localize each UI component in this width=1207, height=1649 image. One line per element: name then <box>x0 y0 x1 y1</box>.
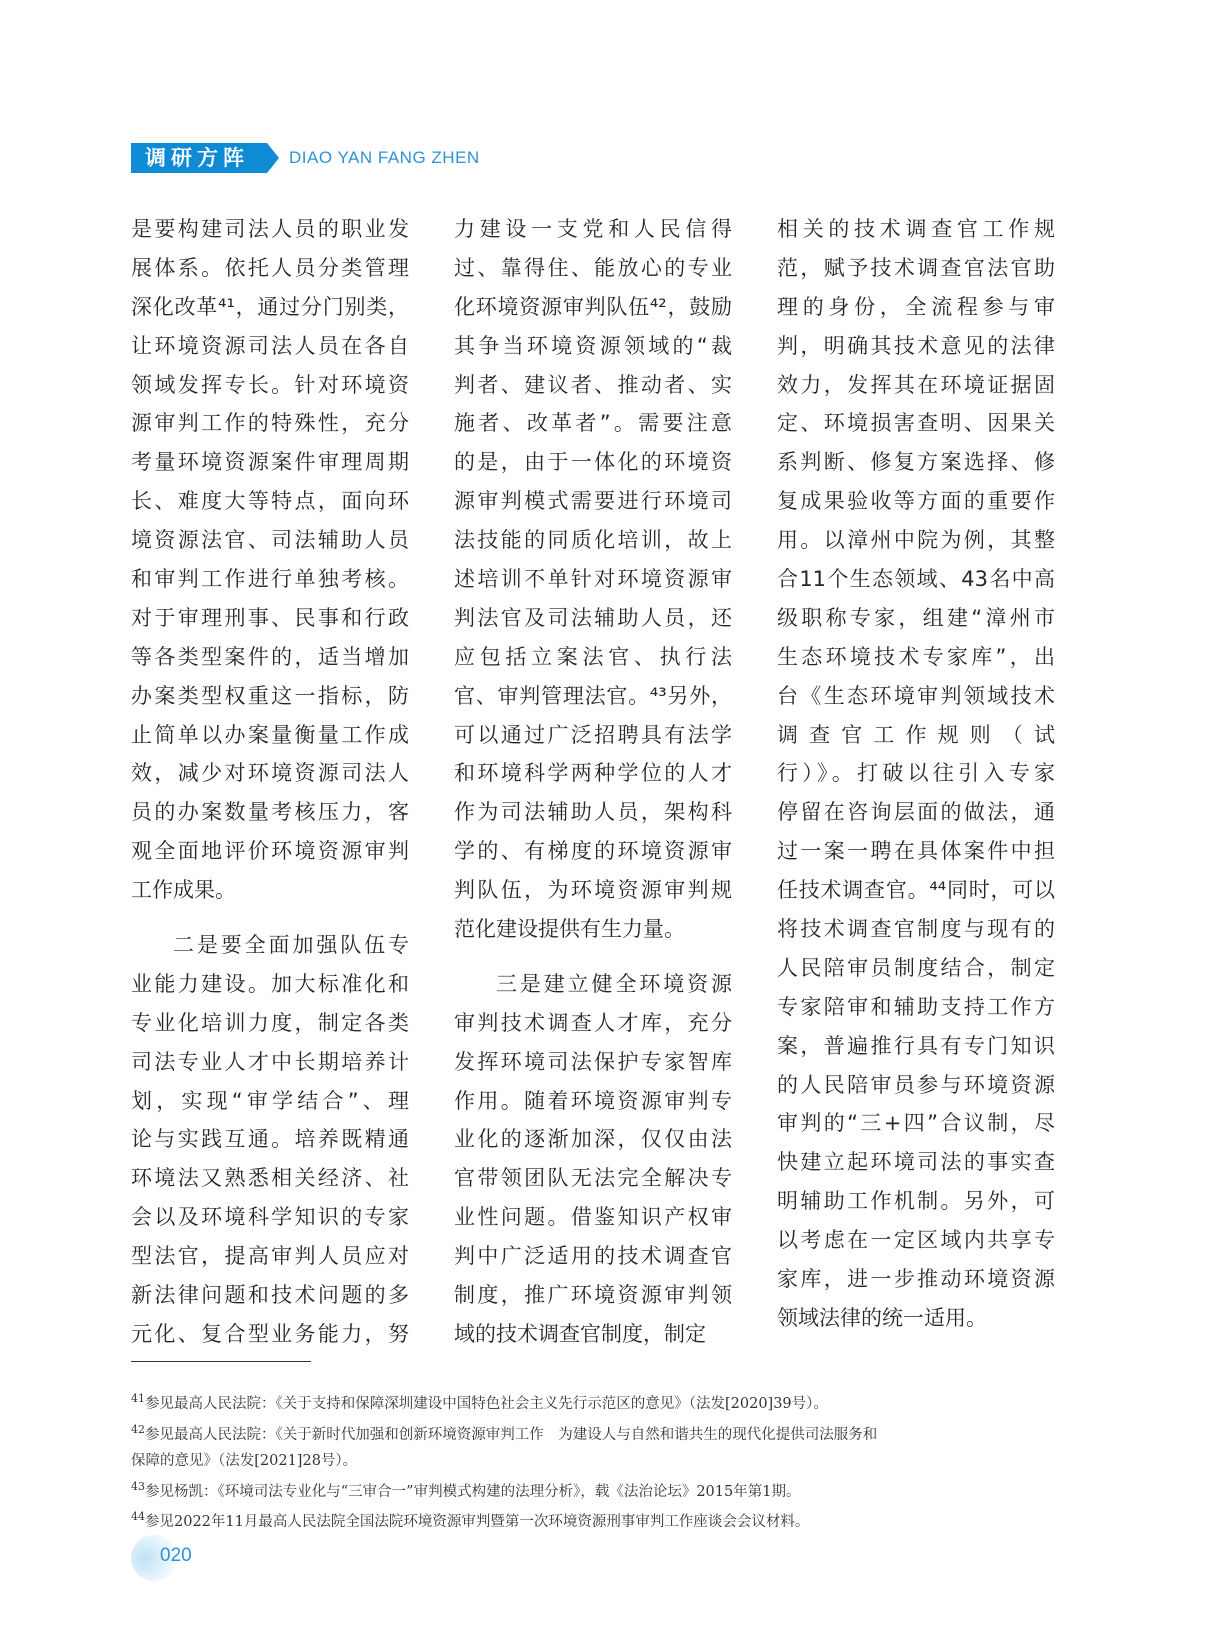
footnote-divider <box>131 1361 311 1362</box>
text-line: 境资源法官、司法辅助人员 <box>131 528 409 553</box>
text-line: 判者、建议者、推动者、实 <box>454 372 732 397</box>
text-line: 应包括立案法官、执行法 <box>454 644 732 669</box>
text-line: 行）》。打破以往引入专家 <box>777 761 1055 786</box>
text-line: 制度，推广环境资源审判领 <box>454 1283 732 1308</box>
text-line: 对于审理刑事、民事和行政 <box>131 605 409 630</box>
text-line: 工作成果。 <box>131 878 236 903</box>
text-line: 和审判工作进行单独考核。 <box>131 567 409 592</box>
footnote-42: $^{42}$参见最高人民法院：《关于新时代加强和创新环境资源审判工作 为建设人与自然和谐共生的现代化提供司法服务和 <box>131 1422 878 1443</box>
text-column-2 <box>454 210 732 1354</box>
text-line: 元化、复合型业务能力，努 <box>131 1321 409 1346</box>
text-line: 二是要全面加强队伍专 <box>173 933 409 958</box>
text-line: 判队伍，为环境资源审判规 <box>454 878 732 903</box>
text-line: 台《生态环境审判领域技术 <box>777 683 1055 708</box>
footnote-42-continued: 保障的意见》（法发[2021]28号）。 <box>131 1452 358 1469</box>
text-line: 判中广泛适用的技术调查官 <box>454 1244 732 1269</box>
text-line: 源审判模式需要进行环境司 <box>454 489 732 514</box>
text-line: 述培训不单针对环境资源审 <box>454 567 732 592</box>
text-line: 止简单以办案量衡量工作成 <box>131 722 409 747</box>
section-header <box>131 143 480 173</box>
text-line: 快建立起环境司法的事实查 <box>777 1150 1055 1175</box>
text-line: 其争当环境资源领域的“裁 <box>454 333 732 358</box>
text-line: 以考虑在一定区域内共享专 <box>777 1228 1055 1253</box>
text-line: 施者、改革者”。需要注意 <box>454 411 732 436</box>
page-number: 020 <box>160 1545 192 1566</box>
text-line: 展体系。依托人员分类管理 <box>131 255 409 280</box>
text-line: 人民陪审员制度结合，制定 <box>777 955 1055 980</box>
text-line: 法技能的同质化培训，故上 <box>454 528 732 553</box>
text-line: 作用。随着环境资源审判专 <box>454 1088 732 1113</box>
text-line: 领域发挥专长。针对环境资 <box>131 372 409 397</box>
text-line: 定、环境损害查明、因果关 <box>777 411 1055 436</box>
text-line: 源审判工作的特殊性，充分 <box>131 411 409 436</box>
text-line: 等各类型案件的，适当增加 <box>131 644 409 669</box>
text-line: 专业化培训力度，制定各类 <box>131 1010 409 1035</box>
text-line: 停留在咨询层面的做法，通 <box>777 800 1055 825</box>
footnote-41: $^{41}$参见最高人民法院：《关于支持和保障深圳建设中国特色社会主义先行示范区的意见》（法发[2020]39号）。 <box>131 1392 828 1412</box>
text-line: 级职称专家，组建“漳州市 <box>777 605 1055 630</box>
text-line: 将技术调查官制度与现有的 <box>777 917 1055 942</box>
text-line: 长、难度大等特点，面向环 <box>131 489 409 514</box>
text-line: 官、审判管理法官。⁴³另外， <box>454 683 732 708</box>
text-line: 域的技术调查官制度，制定 <box>454 1321 706 1346</box>
text-line: 审判技术调查人才库，充分 <box>454 1010 732 1035</box>
text-line: 划，实现“审学结合”、理 <box>131 1088 409 1113</box>
text-line: 发挥环境司法保护专家智库 <box>454 1049 732 1074</box>
text-line: 是要构建司法人员的职业发 <box>131 217 409 241</box>
text-line: 官带领团队无法完全解决专 <box>454 1166 732 1191</box>
footnotes <box>131 1386 1071 1535</box>
text-line: 过、靠得住、能放心的专业 <box>454 255 732 280</box>
text-line: 观全面地评价环境资源审判 <box>131 839 409 864</box>
text-line: 三是建立健全环境资源 <box>496 971 732 996</box>
footnote-43: $^{43}$参见杨凯：《环境司法专业化与“三审合一”审判模式构建的法理分析》，载《法治论坛》2015年第1期。 <box>131 1479 801 1500</box>
text-line: 深化改革⁴¹，通过分门别类， <box>131 294 409 319</box>
text-line: 审判的“三+四”合议制，尽 <box>777 1111 1055 1136</box>
text-line: 家库，进一步推动环境资源 <box>777 1267 1055 1292</box>
text-line: 调查官工作规则（试 <box>777 722 1055 747</box>
text-line: 效，减少对环境资源司法人 <box>131 761 409 786</box>
text-line: 型法官，提高审判人员应对 <box>131 1244 409 1269</box>
text-line: 作为司法辅助人员，架构科 <box>454 800 732 825</box>
text-line: 明辅助工作机制。另外，可 <box>777 1189 1055 1214</box>
text-line: 业性问题。借鉴知识产权审 <box>454 1205 732 1230</box>
text-line: 用。以漳州中院为例，其整 <box>777 528 1055 553</box>
text-line: 任技术调查官。⁴⁴同时，可以 <box>777 878 1055 903</box>
text-line: 过一案一聘在具体案件中担 <box>777 839 1055 864</box>
text-column-3 <box>777 210 1055 1338</box>
text-line: 系判断、修复方案选择、修 <box>777 450 1055 475</box>
text-line: 力建设一支党和人民信得 <box>454 217 732 241</box>
text-line: 案，普遍推行具有专门知识 <box>777 1033 1055 1058</box>
text-line: 效力，发挥其在环境证据固 <box>777 372 1055 397</box>
text-line: 环境法又熟悉相关经济、社 <box>131 1166 409 1191</box>
text-column-1 <box>131 210 409 1354</box>
text-line: 判，明确其技术意见的法律 <box>777 333 1055 358</box>
text-line: 考量环境资源案件审理周期 <box>131 450 409 475</box>
text-line: 业化的逐渐加深，仅仅由法 <box>454 1127 732 1152</box>
text-line: 学的、有梯度的环境资源审 <box>454 839 732 864</box>
text-line: 判法官及司法辅助人员，还 <box>454 605 732 630</box>
text-line: 业能力建设。加大标准化和 <box>131 971 409 996</box>
footnote-44: $^{44}$参见2022年11月最高人民法院全国法院环境资源审判暨第一次环境资源刑事审判工作座谈会会议材料。 <box>131 1510 810 1531</box>
text-line: 会以及环境科学知识的专家 <box>131 1205 409 1230</box>
text-line: 化环境资源审判队伍⁴²，鼓励 <box>454 294 732 319</box>
text-line: 司法专业人才中长期培养计 <box>131 1049 409 1074</box>
text-line: 的是，由于一体化的环境资 <box>454 450 732 475</box>
text-line: 范，赋予技术调查官法官助 <box>777 255 1055 280</box>
section-title-cn: 调研方阵 <box>131 143 267 173</box>
text-line: 让环境资源司法人员在各自 <box>131 333 409 358</box>
text-line: 理的身份，全流程参与审 <box>777 294 1055 319</box>
text-line: 可以通过广泛招聘具有法学 <box>454 722 732 747</box>
text-line: 和环境科学两种学位的人才 <box>454 761 732 786</box>
text-line: 生态环境技术专家库”，出 <box>777 644 1055 669</box>
text-line: 办案类型权重这一指标，防 <box>131 683 409 708</box>
text-line: 领域法律的统一适用。 <box>777 1305 987 1330</box>
text-line: 的人民陪审员参与环境资源 <box>777 1072 1055 1097</box>
text-line: 专家陪审和辅助支持工作方 <box>777 994 1055 1019</box>
text-line: 新法律问题和技术问题的多 <box>131 1283 409 1308</box>
section-title-en: DIAO YAN FANG ZHEN <box>289 148 480 167</box>
text-line: 相关的技术调查官工作规 <box>777 217 1055 241</box>
text-line: 员的办案数量考核压力，客 <box>131 800 409 825</box>
text-line: 范化建设提供有生力量。 <box>454 917 685 942</box>
text-line: 复成果验收等方面的重要作 <box>777 489 1055 514</box>
text-line: 合11个生态领域、43名中高 <box>777 567 1055 592</box>
text-line: 论与实践互通。培养既精通 <box>131 1127 409 1152</box>
